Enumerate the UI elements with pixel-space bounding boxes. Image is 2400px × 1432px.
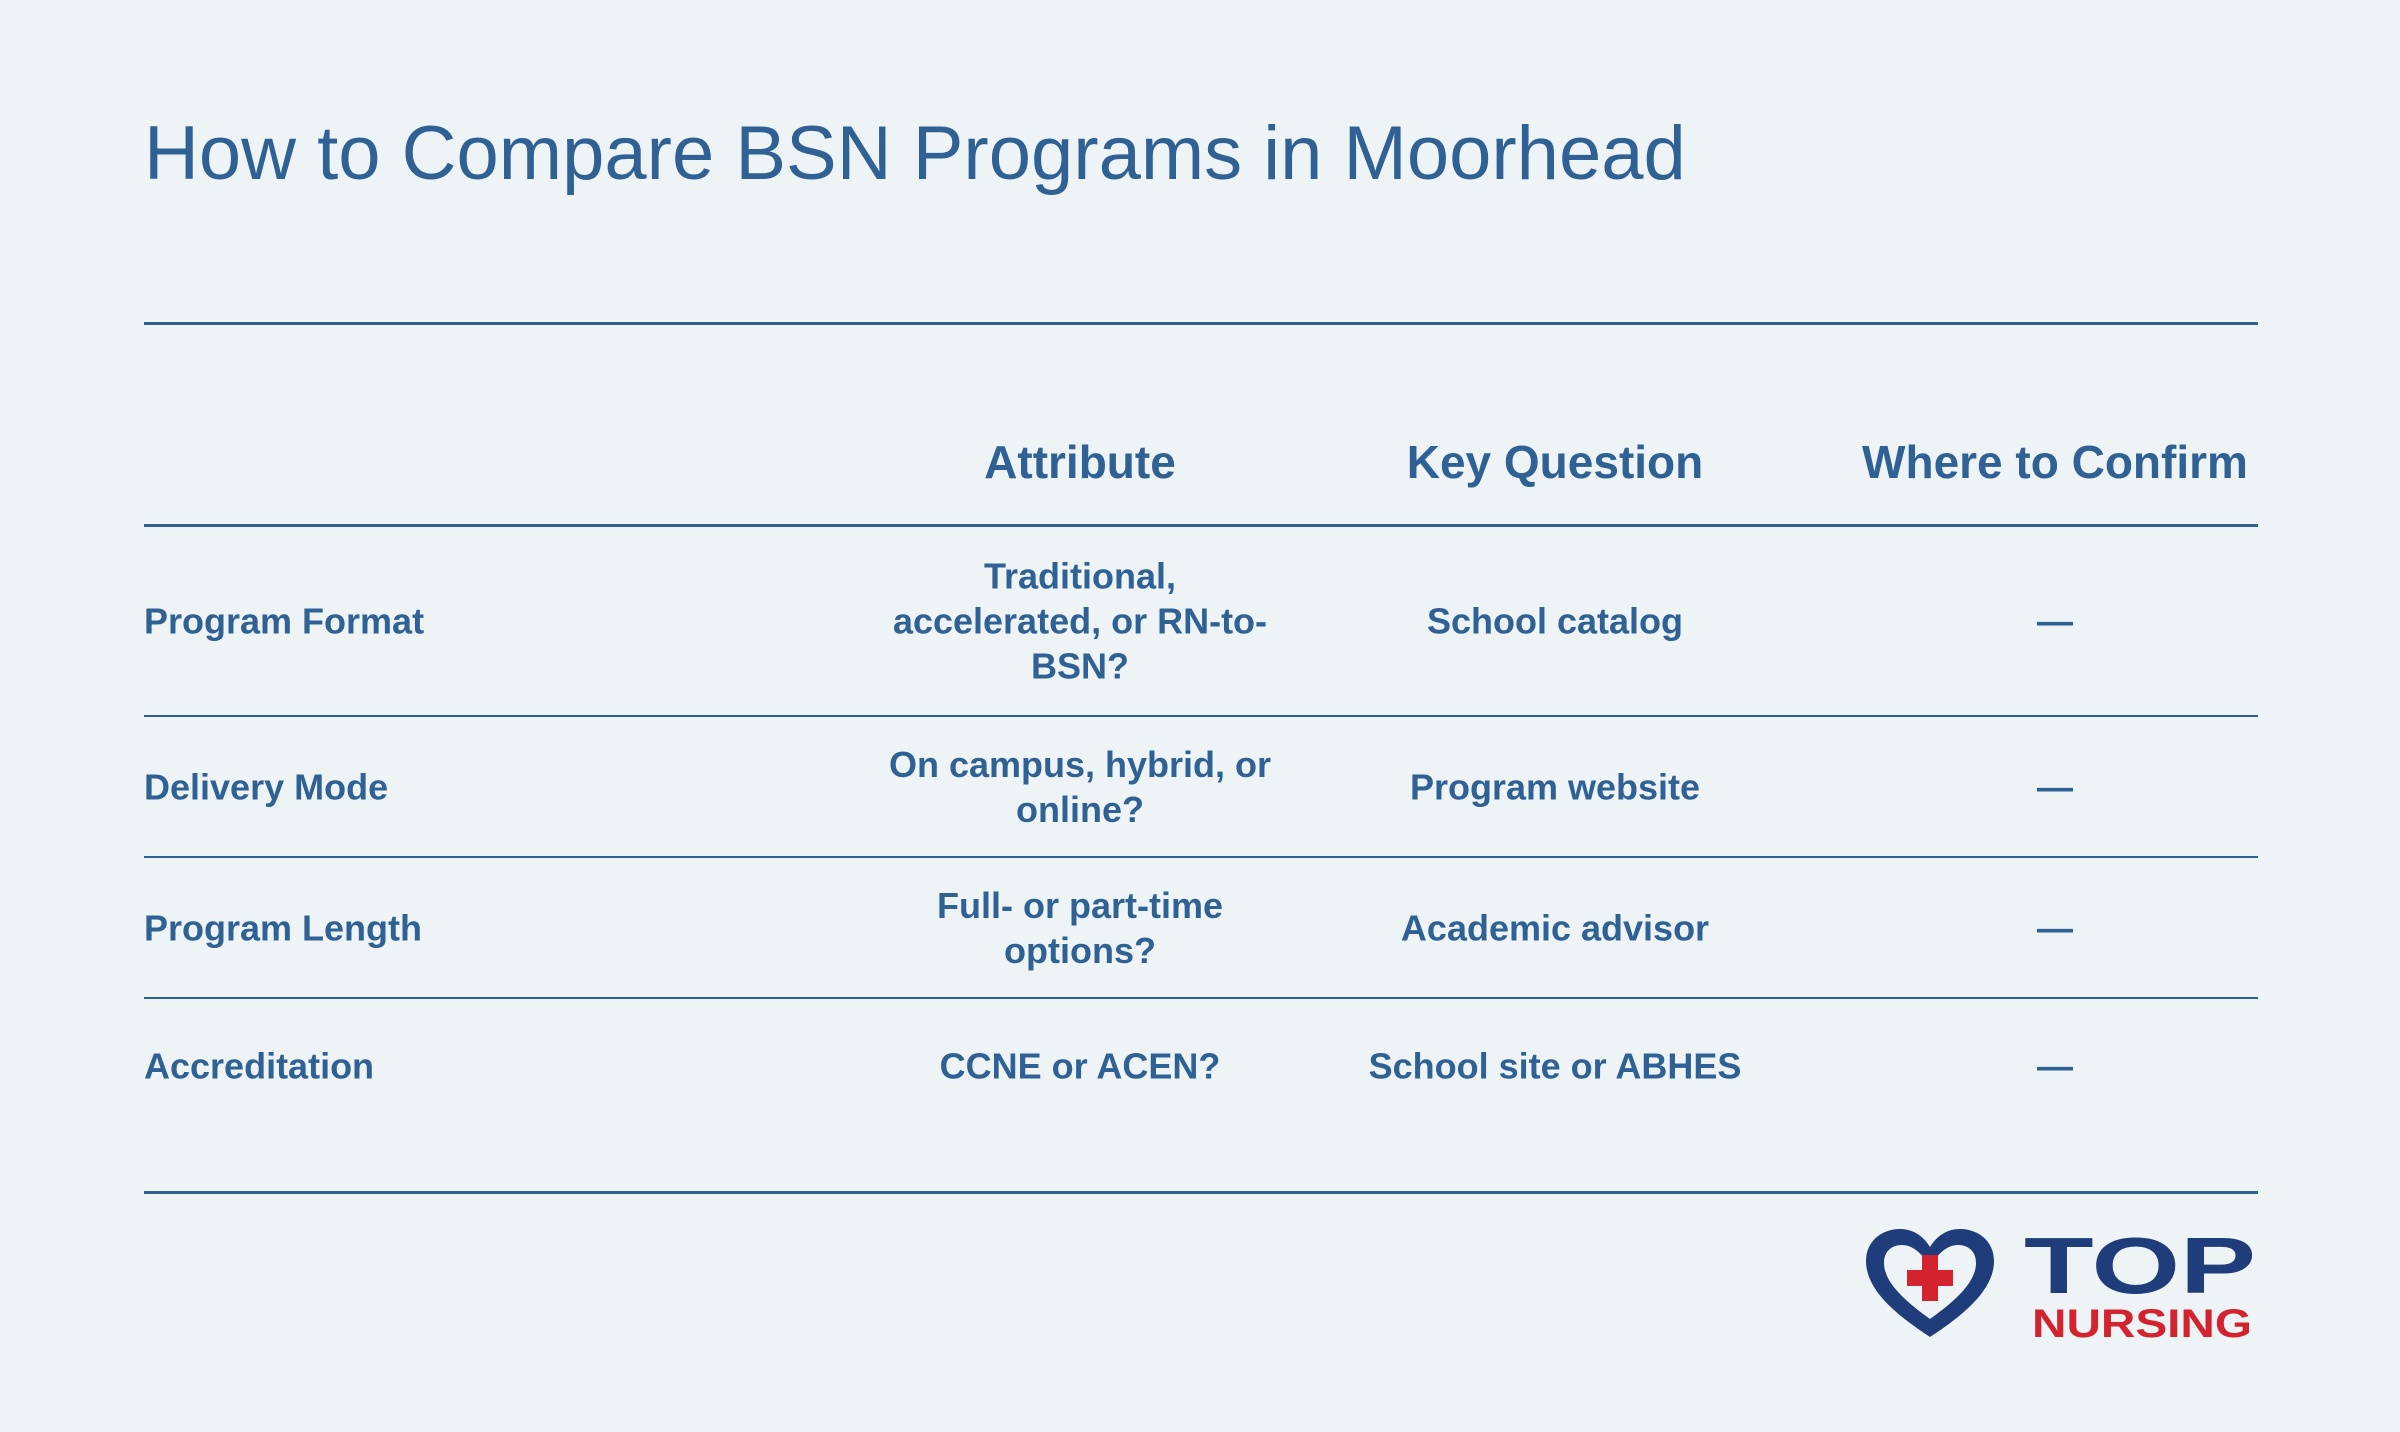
heart-cross-icon bbox=[1866, 1229, 1994, 1337]
row-label: Program Format bbox=[144, 600, 425, 642]
header-key-question: Key Question bbox=[1406, 436, 1704, 488]
row-key-question: Academic advisor bbox=[1400, 907, 1710, 949]
header-where-to-confirm: Where to Confirm bbox=[1862, 436, 2248, 488]
bottom-divider bbox=[144, 1191, 2258, 1194]
row-label: Program Length bbox=[144, 907, 423, 949]
row-divider bbox=[144, 856, 2258, 858]
row-key-question: Program website bbox=[1409, 766, 1701, 808]
row-label: Accreditation bbox=[144, 1045, 375, 1087]
row-divider bbox=[144, 997, 2258, 999]
row-where-to-confirm: — bbox=[2037, 766, 2073, 808]
row-label: Delivery Mode bbox=[144, 766, 389, 808]
row-attribute: On campus, hybrid, or online? bbox=[888, 744, 1272, 830]
row-where-to-confirm: — bbox=[2037, 600, 2073, 642]
row-key-question: School site or ABHES bbox=[1368, 1045, 1742, 1087]
top-nursing-logo bbox=[1860, 1225, 2260, 1350]
logo-top-text: TOP bbox=[2024, 1225, 2256, 1310]
row-attribute: Traditional, accelerated, or RN-to-BSN? bbox=[892, 555, 1268, 687]
row-attribute: Full- or part-time options? bbox=[937, 885, 1223, 971]
row-divider bbox=[144, 715, 2258, 717]
row-key-question: School catalog bbox=[1426, 600, 1684, 642]
row-where-to-confirm: — bbox=[2037, 1045, 2073, 1087]
header-attribute: Attribute bbox=[984, 436, 1176, 488]
top-divider bbox=[144, 322, 2258, 325]
row-attribute: CCNE or ACEN? bbox=[939, 1045, 1221, 1087]
logo-nursing-text: NURSING bbox=[2032, 1302, 2252, 1346]
row-where-to-confirm: — bbox=[2037, 907, 2073, 949]
header-divider bbox=[144, 524, 2258, 527]
page-title: How to Compare BSN Programs in Moorhead bbox=[144, 111, 1686, 196]
